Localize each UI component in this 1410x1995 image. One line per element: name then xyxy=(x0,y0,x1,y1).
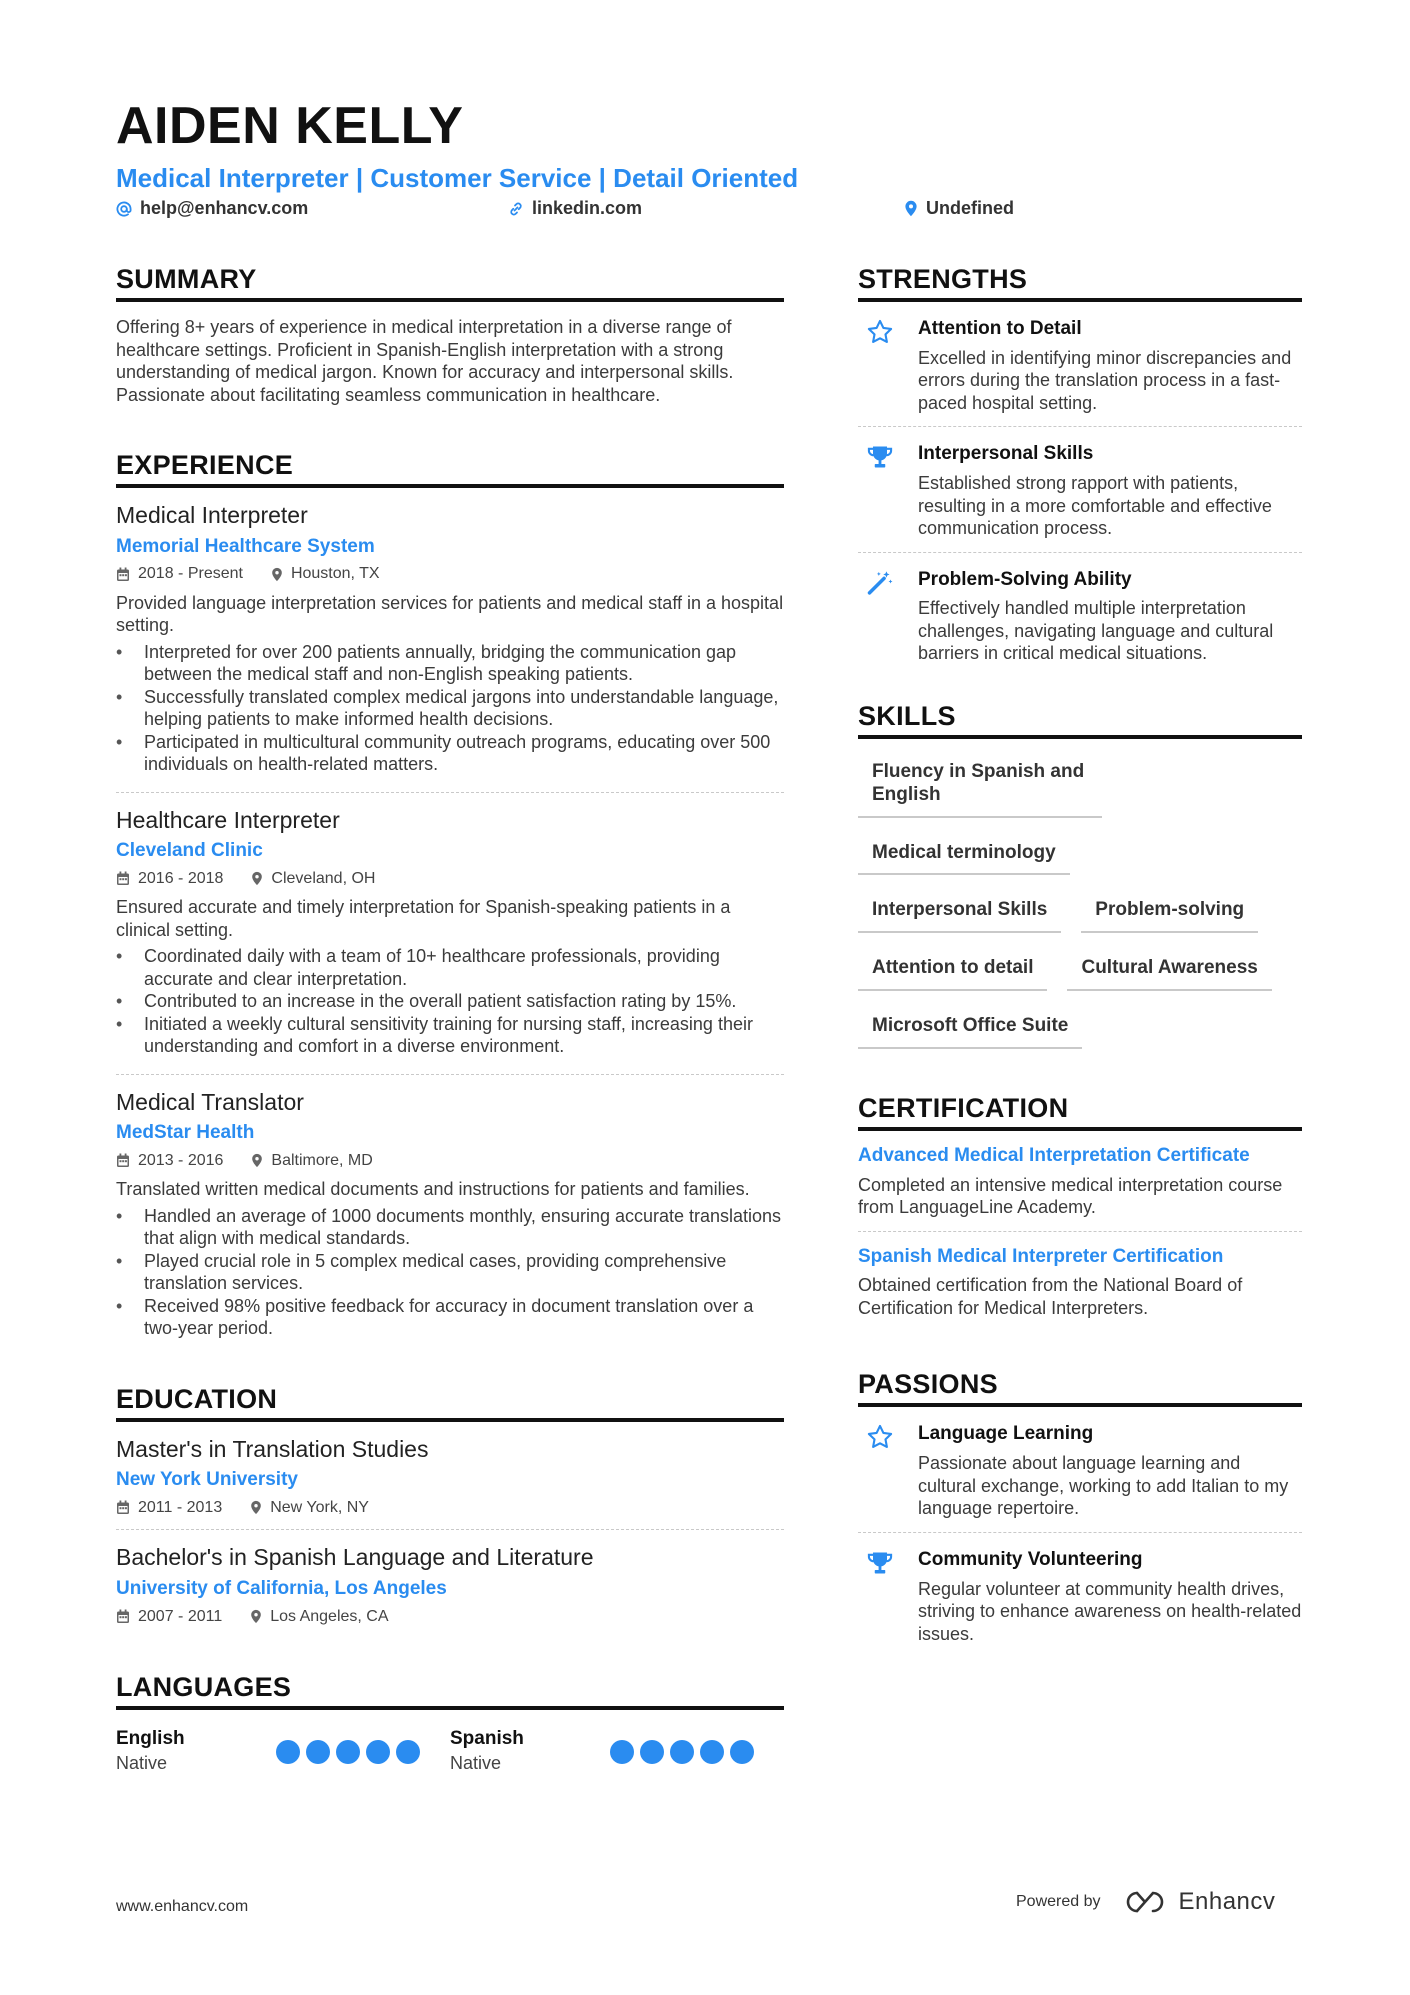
calendar-icon xyxy=(116,1153,130,1168)
strength-item xyxy=(858,302,1302,427)
trophy-icon xyxy=(866,1549,894,1577)
job-bullet: • Successfully translated complex medical jargons into understandable language, helping patients to make informed health decisions. xyxy=(116,686,784,731)
language-rating xyxy=(276,1740,420,1774)
language-rating xyxy=(610,1740,754,1774)
job-dates: 2013 - 2016 xyxy=(138,1152,224,1170)
job-title: Healthcare Interpreter xyxy=(116,806,340,833)
job-title: Medical Interpreter xyxy=(116,502,308,529)
languages-list xyxy=(116,1728,784,1774)
certification-section xyxy=(858,1093,1302,1332)
section-title: SUMMARY xyxy=(116,264,784,302)
job-bullet: • Played crucial role in 5 complex medical cases, providing comprehensive translation services. xyxy=(116,1250,784,1295)
job-bullet: • Interpreted for over 200 patients annually, bridging the communication gap between the medical staff and non-English speaking patients. xyxy=(116,641,784,686)
language-name: Spanish xyxy=(450,1728,524,1750)
calendar-icon xyxy=(116,871,130,886)
trophy-icon xyxy=(866,443,894,471)
calendar-icon xyxy=(116,1500,130,1515)
skill-tag: Fluency in Spanish and English xyxy=(858,751,1102,818)
degree: Master's in Translation Studies xyxy=(116,1435,429,1462)
rating-dot xyxy=(700,1740,724,1764)
section-title: STRENGTHS xyxy=(858,264,1302,302)
section-title: SKILLS xyxy=(858,701,1302,739)
passion-item xyxy=(858,1533,1302,1657)
map-pin-icon xyxy=(271,567,283,582)
certification-title: Advanced Medical Interpretation Certificate xyxy=(858,1144,1250,1166)
education-entry xyxy=(116,1530,784,1638)
contact-location xyxy=(904,198,1014,219)
candidate-name: AIDEN KELLY xyxy=(116,97,464,155)
contact-email-text: help@enhancv.com xyxy=(140,198,309,218)
calendar-icon xyxy=(116,1609,130,1624)
star-icon xyxy=(866,1423,894,1451)
contact-email[interactable] xyxy=(116,198,308,219)
rating-dot xyxy=(610,1740,634,1764)
skill-tag: Cultural Awareness xyxy=(1067,947,1271,991)
education-meta xyxy=(116,1607,784,1626)
job-meta xyxy=(116,869,784,888)
summary-text: Offering 8+ years of experience in medical interpretation in a diverse range of healthcare settings. Proficient in Spanish-English interpretation with a strong understanding of medical jargon. Known for accuracy and interpersonal skills. Passionate about facilitating seamless communication in healthcare. xyxy=(116,317,734,405)
language-item xyxy=(116,1728,450,1774)
job-company: MedStar Health xyxy=(116,1122,255,1144)
contact-bar xyxy=(116,198,1306,224)
job-meta xyxy=(116,564,784,583)
contact-linkedin-text: linkedin.com xyxy=(532,198,643,218)
footer-website[interactable]: www.enhancv.com xyxy=(116,1898,249,1915)
language-level: Native xyxy=(116,1752,168,1773)
strength-description: Effectively handled multiple interpretation challenges, navigating language and cultural barriers in critical medical situations. xyxy=(918,598,1274,664)
headline: Medical Interpreter | Customer Service | Detail Oriented xyxy=(116,163,799,193)
job-bullet: • Handled an average of 1000 documents monthly, ensuring accurate translations that align with medical standards. xyxy=(116,1205,784,1250)
strength-item xyxy=(858,553,1302,677)
skills-section xyxy=(858,701,1302,1063)
star-icon xyxy=(866,318,894,346)
education-dates: 2011 - 2013 xyxy=(138,1499,223,1517)
job-description: Ensured accurate and timely interpretation for Spanish-speaking patients in a clinical setting. xyxy=(116,897,731,940)
language-item xyxy=(450,1728,784,1774)
job-bullets xyxy=(116,945,784,1058)
languages-section xyxy=(116,1672,784,1774)
strength-title: Interpersonal Skills xyxy=(918,443,1094,465)
magic-wand-icon xyxy=(866,569,894,597)
education-location: New York, NY xyxy=(270,1499,369,1517)
rating-dot xyxy=(306,1740,330,1764)
education-section xyxy=(116,1384,784,1638)
skills-list xyxy=(858,751,1302,1063)
strength-description: Excelled in identifying minor discrepancies and errors during the translation process in a fast-paced hospital setting. xyxy=(918,347,1292,413)
footer-branding xyxy=(1016,1888,1275,1916)
powered-by-label: Powered by xyxy=(1016,1893,1101,1910)
map-pin-icon xyxy=(251,1153,263,1168)
job-entry xyxy=(116,488,784,793)
school: University of California, Los Angeles xyxy=(116,1578,447,1600)
rating-dot xyxy=(670,1740,694,1764)
job-bullet: • Received 98% positive feedback for accuracy in document translation over a two-year period. xyxy=(116,1295,784,1340)
strengths-section xyxy=(858,264,1302,677)
map-pin-icon xyxy=(251,871,263,886)
education-dates: 2007 - 2011 xyxy=(138,1607,223,1625)
map-pin-icon xyxy=(904,200,918,217)
rating-dot xyxy=(366,1740,390,1764)
contact-linkedin[interactable] xyxy=(508,198,642,219)
school: New York University xyxy=(116,1469,298,1491)
job-entry xyxy=(116,793,784,1075)
job-bullets xyxy=(116,1205,784,1340)
job-bullets xyxy=(116,641,784,776)
education-location: Los Angeles, CA xyxy=(270,1607,389,1625)
job-description: Translated written medical documents and instructions for patients and families. xyxy=(116,1179,750,1200)
map-pin-icon xyxy=(250,1500,262,1515)
job-bullet: • Participated in multicultural community outreach programs, educating over 500 individuals on health-related matters. xyxy=(116,731,784,776)
certification-title: Spanish Medical Interpreter Certification xyxy=(858,1245,1224,1267)
rating-dot xyxy=(336,1740,360,1764)
degree: Bachelor's in Spanish Language and Literature xyxy=(116,1544,594,1571)
skill-tag: Microsoft Office Suite xyxy=(858,1005,1082,1049)
job-company: Cleveland Clinic xyxy=(116,840,263,862)
job-company: Memorial Healthcare System xyxy=(116,535,375,557)
skill-tag: Medical terminology xyxy=(858,832,1070,876)
enhancv-logo[interactable] xyxy=(1123,1888,1276,1916)
experience-section xyxy=(116,450,784,1356)
section-title: EDUCATION xyxy=(116,1384,784,1422)
strength-item xyxy=(858,427,1302,552)
strength-title: Attention to Detail xyxy=(918,318,1082,340)
strength-description: Established strong rapport with patients, resulting in a more comfortable and effective communication process. xyxy=(918,473,1272,539)
calendar-icon xyxy=(116,567,130,582)
certification-description: Obtained certification from the National Board of Certification for Medical Interpreters. xyxy=(858,1275,1243,1318)
job-location: Cleveland, OH xyxy=(271,870,376,888)
strength-title: Problem-Solving Ability xyxy=(918,568,1132,590)
section-title: LANGUAGES xyxy=(116,1672,784,1710)
language-name: English xyxy=(116,1728,185,1750)
skill-tag: Attention to detail xyxy=(858,947,1047,991)
certification-description: Completed an intensive medical interpretation course from LanguageLine Academy. xyxy=(858,1174,1283,1218)
certification-item xyxy=(858,1131,1302,1232)
language-level: Native xyxy=(450,1752,502,1773)
passion-title: Language Learning xyxy=(918,1423,1094,1445)
rating-dot xyxy=(640,1740,664,1764)
passion-description: Regular volunteer at community health drives, striving to enhance awareness on health-related issues. xyxy=(918,1578,1302,1644)
passions-section xyxy=(858,1369,1302,1657)
job-bullet: • Coordinated daily with a team of 10+ healthcare professionals, providing accurate and clear interpretation. xyxy=(116,945,784,990)
job-location: Baltimore, MD xyxy=(271,1152,373,1170)
rating-dot xyxy=(396,1740,420,1764)
job-bullet: • Contributed to an increase in the overall patient satisfaction rating by 15%. xyxy=(116,990,784,1013)
job-title: Medical Translator xyxy=(116,1088,304,1115)
section-title: PASSIONS xyxy=(858,1369,1302,1407)
education-entry xyxy=(116,1422,784,1531)
at-icon xyxy=(116,201,132,217)
passion-item xyxy=(858,1407,1302,1532)
rating-dot xyxy=(730,1740,754,1764)
job-bullet: • Initiated a weekly cultural sensitivity training for nursing staff, increasing their understanding and comfort in a diverse environment. xyxy=(116,1013,784,1058)
job-dates: 2018 - Present xyxy=(138,565,243,583)
passion-title: Community Volunteering xyxy=(918,1548,1143,1570)
brand-name: Enhancv xyxy=(1178,1888,1276,1915)
education-meta xyxy=(116,1498,784,1517)
left-column xyxy=(116,264,784,1774)
skill-tag: Interpersonal Skills xyxy=(858,889,1061,933)
section-title: CERTIFICATION xyxy=(858,1093,1302,1131)
skill-tag: Problem-solving xyxy=(1081,889,1258,933)
job-entry xyxy=(116,1075,784,1356)
enhancv-logo-icon xyxy=(1123,1889,1171,1915)
map-pin-icon xyxy=(250,1609,262,1624)
link-icon xyxy=(508,201,524,217)
right-column xyxy=(858,264,1302,1657)
job-dates: 2016 - 2018 xyxy=(138,870,224,888)
contact-location-text: Undefined xyxy=(926,198,1014,218)
job-location: Houston, TX xyxy=(290,565,380,583)
job-meta xyxy=(116,1151,784,1170)
rating-dot xyxy=(276,1740,300,1764)
certification-item xyxy=(858,1232,1302,1332)
section-title: EXPERIENCE xyxy=(116,450,784,488)
summary-section xyxy=(116,264,784,406)
job-description: Provided language interpretation services for patients and medical staff in a hospital setting. xyxy=(116,592,784,636)
passion-description: Passionate about language learning and cultural exchange, working to add Italian to my language repertoire. xyxy=(918,1453,1289,1519)
